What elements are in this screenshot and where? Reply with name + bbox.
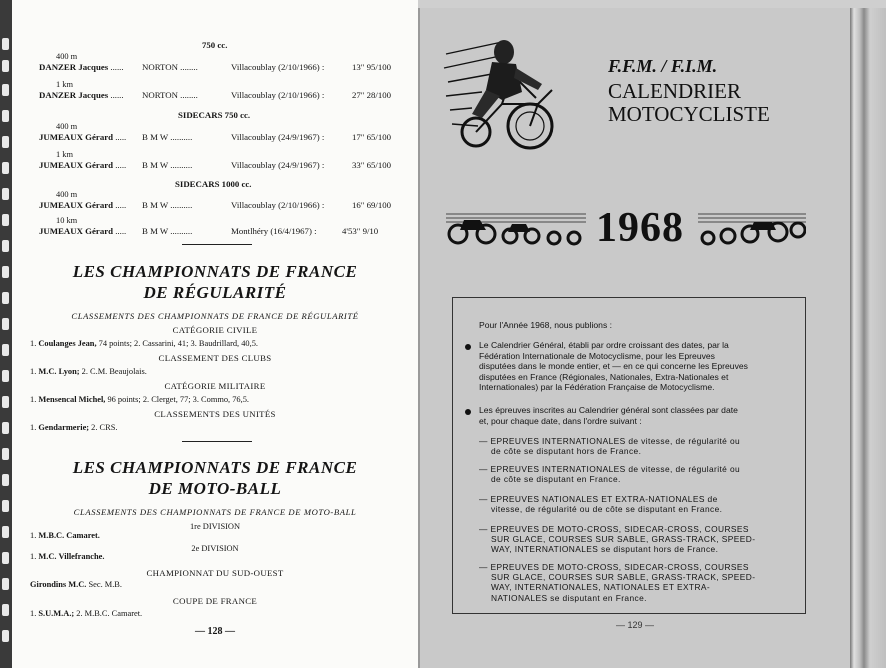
event-line: de côte se disputant en France. xyxy=(491,474,621,485)
record-place: Montlhéry (16/4/1967) : xyxy=(231,226,317,236)
event-line: — EPREUVES DE MOTO-CROSS, SIDECAR-CROSS, COURSES xyxy=(479,562,749,572)
record-distance: 400 m xyxy=(56,52,78,61)
category-heading: COUPE DE FRANCE xyxy=(172,596,258,606)
paragraph-line: Internationales) par la Fédération Française de Motocyclisme. xyxy=(479,382,715,392)
divider xyxy=(182,441,252,442)
record-place: Villacoublay (2/10/1966) : xyxy=(231,90,325,100)
division-heading: 2e DIVISION xyxy=(191,544,239,553)
section-title: LES CHAMPIONNATS DE FRANCE xyxy=(72,458,358,477)
category-heading: CATÉGORIE MILITAIRE xyxy=(164,381,266,391)
decorative-motorcycles-left-icon xyxy=(446,208,586,246)
record-time: 17" 65/100 xyxy=(352,132,392,142)
result-line: 1. M.B.C. Camaret. xyxy=(30,531,100,540)
motorcyclist-illustration xyxy=(442,34,582,160)
leader-dots: .......... xyxy=(170,132,193,142)
section-heading: SIDECARS 750 cc. xyxy=(178,110,251,120)
bullet-icon xyxy=(465,344,471,350)
record-make xyxy=(142,62,198,72)
section-subtitle: CLASSEMENTS DES CHAMPIONNATS DE FRANCE DE MOTO-BALL xyxy=(73,507,357,517)
category-heading: CLASSEMENTS DES UNITÉS xyxy=(154,409,276,419)
make-label: B M W xyxy=(142,160,169,170)
event-line: SUR GLACE, COURSES SUR SABLE, GRASS-TRACK, SPEED- xyxy=(491,534,756,545)
record-place: Villacoublay (2/10/1966) : xyxy=(231,62,325,72)
leader-dots: ...... xyxy=(110,90,124,100)
section-title: DE RÉGULARITÉ xyxy=(143,283,287,302)
leader-dots: ..... xyxy=(115,200,127,210)
rider-name: JUMEAUX Gérard xyxy=(39,160,114,170)
record-distance: 1 km xyxy=(56,80,73,89)
paragraph-line: Fédération Internationale de Motocyclisme, pour les Epreuves xyxy=(479,350,715,361)
result-rest: 2. M.B.C. Camaret. xyxy=(76,609,143,618)
result-line: 1. Gendarmerie; 2. CRS. xyxy=(30,423,118,432)
record-time: 16" 69/100 xyxy=(352,200,392,210)
record-row xyxy=(39,160,126,170)
event-category xyxy=(479,524,755,555)
section-subtitle: CLASSEMENTS DES CHAMPIONNATS DE FRANCE DE RÉGULARITÉ xyxy=(71,311,359,321)
spiral-binding xyxy=(0,0,12,668)
leader-dots: ...... xyxy=(110,62,124,72)
result-rest: 2. C.M. Beaujolais. xyxy=(81,367,147,376)
leader-dots: ..... xyxy=(115,132,127,142)
winner-name: M.C. Lyon; xyxy=(38,367,80,376)
make-label: NORTON xyxy=(142,90,178,100)
result-line: 1. Mensencal Michel, 96 points; 2. Clerget, 77; 3. Commo, 76,5. xyxy=(30,395,249,404)
intro-text: Pour l'Année 1968, nous publions : xyxy=(479,320,613,330)
event-line: — EPREUVES DE MOTO-CROSS, SIDECAR-CROSS, COURSES xyxy=(479,524,749,534)
year-label: 1968 xyxy=(596,205,684,251)
event-line: WAY, INTERNATIONALES se disputant hors de France. xyxy=(491,544,719,555)
leader-dots: .......... xyxy=(170,200,193,210)
category-heading: CATÉGORIE CIVILE xyxy=(172,325,258,335)
event-line: WAY, INTERNATIONALES, NATIONALES ET EXTRA- xyxy=(491,582,711,593)
result-rest: Sec. M.B. xyxy=(88,580,122,589)
winner-name: M.B.C. Camaret. xyxy=(38,531,100,540)
publication-info-box xyxy=(452,297,806,614)
winner-name: Gendarmerie; xyxy=(38,423,90,432)
event-category xyxy=(479,436,740,456)
record-distance: 1 km xyxy=(56,150,73,159)
result-rest: 96 points; 2. Clerget, 77; 3. Commo, 76,5. xyxy=(107,395,249,404)
record-make xyxy=(142,132,192,142)
result-line: 1. M.C. Villefranche. xyxy=(30,552,105,561)
section-heading: 750 cc. xyxy=(202,40,228,50)
page-number: — 128 — xyxy=(195,626,235,637)
event-line: vitesse, de régularité ou de côte se disputant en France. xyxy=(491,504,723,515)
leader-dots: ..... xyxy=(115,160,127,170)
record-place: Villacoublay (2/10/1966) : xyxy=(231,200,325,210)
paragraph-line: Le Calendrier Général, établi par ordre croissant des dates, par la xyxy=(479,340,729,350)
record-make xyxy=(142,200,192,210)
record-row xyxy=(39,132,126,142)
winner-name: Mensencal Michel, xyxy=(38,395,106,404)
make-label: B M W xyxy=(142,132,169,142)
paragraph-line: Les épreuves inscrites au Calendrier général sont classées par date xyxy=(479,405,738,415)
event-category xyxy=(479,464,740,484)
event-category xyxy=(479,494,722,514)
result-line: 1. S.U.M.A.; 2. M.B.C. Camaret. xyxy=(30,609,143,618)
federation-title: F.F.M. / F.I.M. xyxy=(608,56,718,76)
record-row xyxy=(39,90,124,100)
result-line: 1. M.C. Lyon; 2. C.M. Beaujolais. xyxy=(30,367,147,376)
record-place: Villacoublay (24/9/1967) : xyxy=(231,132,325,142)
event-line: — EPREUVES NATIONALES ET EXTRA-NATIONALES de xyxy=(479,494,718,504)
section-title: LES CHAMPIONNATS DE FRANCE xyxy=(72,262,358,281)
bullet-icon xyxy=(465,409,471,415)
paragraph-line: et, pour chaque date, dans l'ordre suivant : xyxy=(479,415,642,426)
leader-dots: ..... xyxy=(115,226,127,236)
make-label: NORTON xyxy=(142,62,178,72)
rider-name: JUMEAUX Gérard xyxy=(39,226,114,236)
record-row xyxy=(39,226,126,236)
decorative-motorcycles-right-icon xyxy=(698,208,806,246)
rider-name: JUMEAUX Gérard xyxy=(39,200,114,210)
page-128 xyxy=(12,0,418,668)
page-129 xyxy=(418,8,850,668)
leader-dots: ........ xyxy=(180,62,198,72)
record-row xyxy=(39,200,126,210)
page-number: — 129 — xyxy=(615,620,655,630)
make-label: B M W xyxy=(142,226,169,236)
paragraph-line: disputées en France (Régionales, Nationales, Extra-Nationales et xyxy=(479,371,729,382)
result-rest: 2. CRS. xyxy=(91,423,118,432)
result-line xyxy=(30,580,122,589)
event-line: SUR GLACE, COURSES SUR SABLE, GRASS-TRACK, SPEED- xyxy=(491,572,756,583)
bullet-paragraph xyxy=(479,340,748,393)
record-make xyxy=(142,226,192,236)
event-line: — EPREUVES INTERNATIONALES de vitesse, de régularité ou xyxy=(479,436,741,446)
divider xyxy=(182,244,252,245)
leader-dots: .......... xyxy=(170,160,193,170)
record-row xyxy=(39,62,124,72)
result-line: 1. Coulanges Jean, 74 points; 2. Cassarini, 41; 3. Baudrillard, 40,5. xyxy=(30,339,258,348)
category-heading: CHAMPIONNAT DU SUD-OUEST xyxy=(146,568,284,578)
winner-name: M.C. Villefranche. xyxy=(38,552,105,561)
rider-name: DANZER Jacques xyxy=(39,90,109,100)
record-distance: 10 km xyxy=(56,216,78,225)
category-heading: CLASSEMENT DES CLUBS xyxy=(158,353,272,363)
result-rest: 74 points; 2. Cassarini, 41; 3. Baudrillard, 40,5. xyxy=(98,339,258,348)
calendar-title-line: CALENDRIER xyxy=(608,79,741,103)
record-distance: 400 m xyxy=(56,190,78,199)
record-make xyxy=(142,160,192,170)
calendar-title xyxy=(608,80,770,126)
record-distance: 400 m xyxy=(56,122,78,131)
record-place: Villacoublay (24/9/1967) : xyxy=(231,160,325,170)
section-heading: SIDECARS 1000 cc. xyxy=(175,179,252,189)
record-time: 4'53" 9/10 xyxy=(342,226,379,236)
calendar-title-line: MOTOCYCLISTE xyxy=(608,102,770,126)
section-title: DE MOTO-BALL xyxy=(148,479,282,498)
division-heading: 1re DIVISION xyxy=(189,522,240,531)
bullet-paragraph xyxy=(479,405,738,426)
record-time: 13" 95/100 xyxy=(352,62,392,72)
rider-name: JUMEAUX Gérard xyxy=(39,132,114,142)
record-time: 27" 28/100 xyxy=(352,90,392,100)
event-category xyxy=(479,562,755,603)
make-label: B M W xyxy=(142,200,169,210)
event-line: — EPREUVES INTERNATIONALES de vitesse, de régularité ou xyxy=(479,464,741,474)
winner-name: S.U.M.A.; xyxy=(38,609,75,618)
leader-dots: .......... xyxy=(170,226,193,236)
event-line: de côte se disputant hors de France. xyxy=(491,446,642,457)
rider-name: DANZER Jacques xyxy=(39,62,109,72)
winner-name: Coulanges Jean, xyxy=(38,339,97,348)
paragraph-line: disputées dans le monde entier, et — en ce qui concerne les Epreuves xyxy=(479,361,748,371)
event-line: NATIONALES se disputant en France. xyxy=(491,592,647,603)
leader-dots: ........ xyxy=(180,90,198,100)
winner-name: Girondins M.C. xyxy=(30,580,87,589)
record-time: 33" 65/100 xyxy=(352,160,392,170)
record-make xyxy=(142,90,198,100)
year-banner xyxy=(446,204,806,250)
